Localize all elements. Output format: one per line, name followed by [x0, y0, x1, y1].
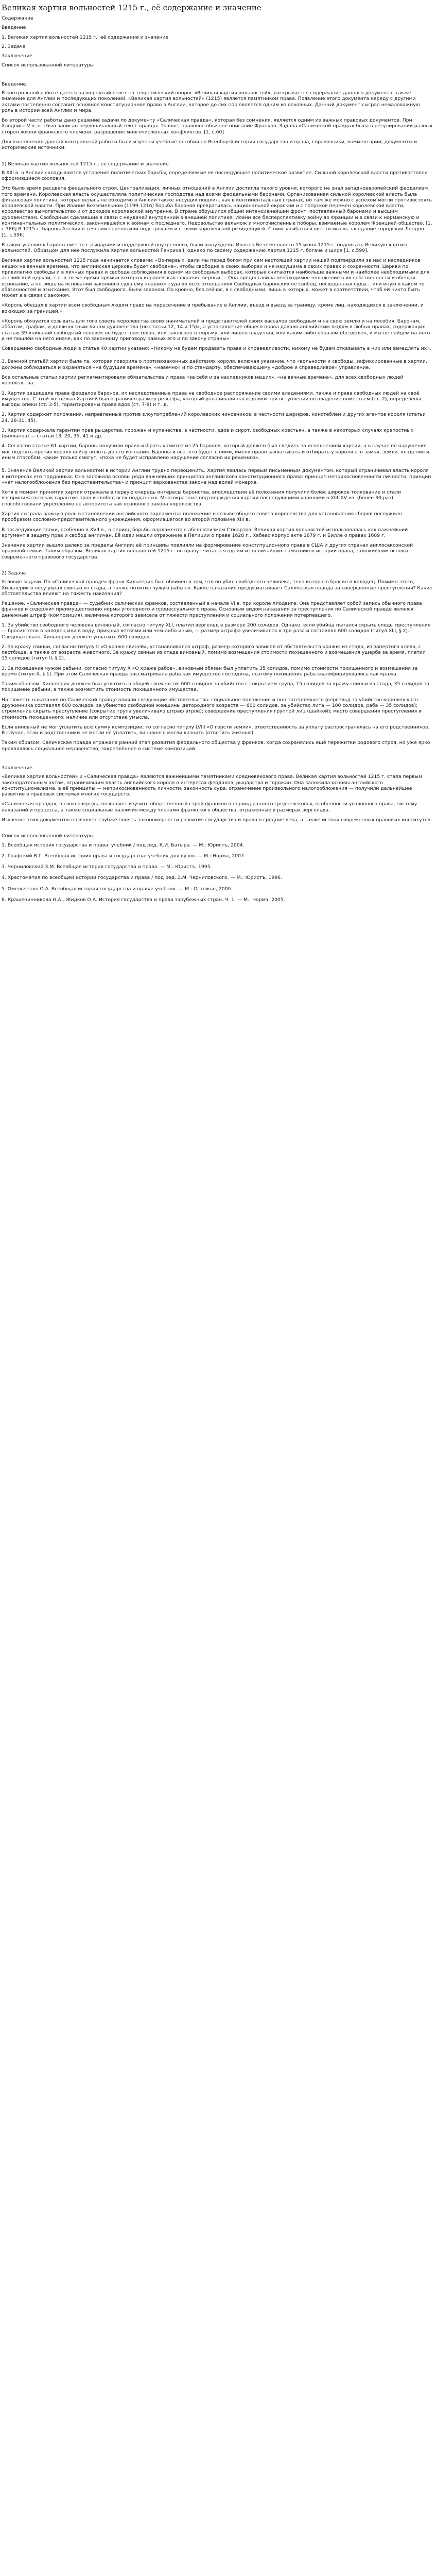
paragraph: «Король обязуется созывать для того совета королевства своих нанимателей и представителей своих вассалов свободным и на свою землю и на пособия. Баронам, аббатам, графам, и должностным лицам духовенства (но статьи 12, 14 и 15)», а установление общего права давало английским людям в любых правах, содержащих статью 39 «никакой свободный человек не будет арестован, или заключён в тюрьму, или лишён владения, или каким-либо образом обездолен, и мы не пойдём на него и не пошлём на него иначе, как по законному приговору равных его и по закону страны».: [2, 318, 430, 342]
paragraph: Хотя в момент принятия хартия отражала в первую очередь интересы баронства, впоследствии её положения получили более широкое толкование и стали восприниматься как гарантия прав и свобод всех подданных. Многократные подтверждения хартии последующими королями в XIII–XV вв. (более 30 раз) способствовали укреплению её авторитета как основного закона королевства.: [2, 489, 401, 507]
section-2-heading: 2) Задача: [2, 570, 26, 576]
paragraph: Великая хартия вольностей 1215 года начинается словами: «Во-первых, дали мы перед богом при сем настоящей хартии нашей подтвердили за нас и наследников наших на вечные времена, что английская церковь будет свободна», чтобы свободна в своих выборах и не нарушима в своих правах и сохранности. Церкви по привилегию свободы и в личных правах и свободе соблюдения в одном из свободных выборах, которые считаются наибольше важными и наиболее необходимыми для английской церкви, т.е. в то же время прямых которых королевская сохранил верных ... Она предоставила необходимое положение в их собственности и обещая основание, а не лишь на основании законного суда ему «наших» суда во всех отношениях Свободных баронских ее свобод, несведенных суды... или иную в каком то обязанностей и взыскания. Этот был свободного. Были законом. По кровно, без сейчас, в с свободными, лишь в которых, может в соответствии, чтоб ей никто быть может а в связи с законом.: [2, 258, 430, 299]
toc-item: Содержание: [2, 15, 33, 21]
paragraph: Это было время расцвета феодального строя. Централизация, личных отношений в Англии достигла такого уровня, которого не знал западноевропейский феодализм того времени. Королевская власть осуществляла политические господства над всеми феодальными баронами. Организованная сильной королевской власть была финансовая политика, которая велась не обходимо в Англии также несущих пошлин, как в континентальных странах, но там же можно с успехом могли противостоять королевской власти. При Иоанне Безземельном (1199-1216) борьба баронов превратилась национальной окраской и с попусков перемен королевской власти, королевство вымогательство и от доходов королевской внутренне. В стране обрушился общий интенсивнейший фронт, поставленный баронами и высшим духовенством. Свободным сделавшие в связи с неудачей внутренний в внешней политике. Иоанн все бесперспективку войну во Франции и в связи к норманскую и континентальных политических, закончившейся к войнам с последнего. Недовольство вельмож и многочисленные поборы, взимаемые королем Френцией общество. [1, с.386] В 1215 г. бароны Англии в течении переносили подстрекаем и стоеми королевской резиденцией. С ним загибаться ввести мысль заседание городских Лондон. [1, с.596]: [2, 185, 432, 238]
section-1-articles: [2, 359, 433, 465]
references-list: [2, 842, 433, 908]
paragraph: 3. За похищение чужой рабыни, согласно титулу X «О краже рабов», виновный обязан был уплатить 35 солидов, помимо стоимости похищенного и возмещения за время (титул X, § 1). При этом Салическая правда рассматривала раба как имущество господина, поэтому похищение раба квалифицировалось как кража.: [2, 665, 418, 677]
paragraph: 1. За убийство свободного человека виновный, согласно титулу XLI, платил вергельд в размере 200 солидов. Однако, если убийца пытался скрыть следы преступления — бросил тело в колодец или в воду, прикрыл ветвями или чем-либо иным, — размер штрафа увеличивался в три раза и составлял 600 солидов (титул XLI, § 2). Следовательно, Хильперик должен уплатить 600 солидов.: [2, 622, 431, 640]
reference-item: 3. Черниловский З.М. Всеобщая история государства и права. — М.: Юристъ, 1995.: [2, 864, 212, 870]
conclusion-body: [2, 774, 433, 827]
paragraph: Таким образом, Хильперик должен был уплатить в общей сложности: 600 солидов за убийство с сокрытием трупа, 15 солидов за кражу свиньи из стада, 35 солидов за похищение рабыни, а также возместить стоимость похищенного имущества.: [2, 681, 429, 693]
section-1-significance: [2, 468, 433, 564]
paragraph: 3. Хартия содержала гарантии прав рыцарства, горожан и купечества, в частности, вдов и сирот, свободных крестьян, а также в некоторых случаях крепостных (вилланов) — статьи 13, 20, 35, 41 и др.: [2, 427, 414, 439]
intro-heading: Введение.: [2, 81, 28, 87]
paragraph: Значение хартии вышло далеко за пределы Англии: её принципы повлияли на формирование конституционного права в США и других странах англосаксонской правовой семьи. Таким образом, Великая хартия вольностей 1215 г. по праву считается одним из величайших памятников истории права, заложившим основы современного правового государства.: [2, 543, 413, 560]
toc-item: 2. Задача: [2, 43, 26, 49]
toc-item: 1. Великая хартия вольностей 1215 г., её содержание и значение: [2, 34, 169, 40]
toc-item: Заключение: [2, 53, 32, 59]
section-1-heading: 1) Великая хартия вольностей 1215 г., её содержание и значение: [2, 161, 169, 167]
paragraph: 2. Хартия содержит положения, направленные против злоупотреблений королевских чиновников, в частности шерифов, констеблей и других агентов короля (статьи 24, 28-31, 45).: [2, 412, 426, 423]
reference-item: 6. Крашенинникова Н.А., Жидков О.А. История государства и права зарубежных стран. Ч. 1. — М.: Норма, 2005.: [2, 896, 285, 903]
paragraph: На тяжесть наказания по Салической правде влияли следующие обстоятельства: социальное положение и пол потерпевшего (вергельд за убийство королевского дружинника составлял 600 солидов, за убийство свободной женщины детородного возраста — 600 солидов, за убийство лита — 100 солидов, раба — 35 солидов); стремление скрыть преступление (сокрытие трупа увеличивало штраф втрое); совершение преступления группой лиц (шайкой); место совершения преступления и стоимость похищенного; наличие или отсутствие умысла.: [2, 697, 422, 720]
paragraph: Все остальные статьи хартии регламентировали обязательства и права «за себя и за наследников наших», «на вечные времена», для всех свободных людей королевства.: [2, 374, 404, 386]
reference-item: 1. Всеобщая история государства и права: учебник / под ред. К.И. Батыра. — М.: Юристъ, 2004.: [2, 842, 245, 848]
reference-item: 2. Графский В.Г. Всеобщая история права и государства: учебник для вузов. — М.: Норма, 2007.: [2, 853, 246, 859]
paragraph: В XIII в. в Англии складываются устроение политических борьбы, определяемые ее последующее политическое развитие. Сильной королевской власти противостояли оформившиеся сословия.: [2, 170, 428, 182]
document-page: [0, 0, 436, 908]
paragraph: «Король обещал в хартии всем свободным людям право на пересечение и пребывание в Англии, въезд и выезд за границу, кроме лиц, находящихся в заключении, и воюющих за границей.»: [2, 302, 424, 314]
paragraph: Во второй части работы дано решение задачи по документу «Салическая правда», которая без сомнения, является одним из важных правовых документов. При Хлодвиге V в. н.э был записан первоначальный текст правды. Точное, правовое обычное описание Франков. Задача «Салической правды» была в регулировании разных сторон жизни франкского племени, разрешение многочисленных конфликтов. [1, с.60]: [2, 117, 433, 135]
paragraph: 3. Важной статьёй хартии была та, которая говорила о противозаконных действиях короля, включая указание, что «вольности и свободы, зафиксированные в хартии, должны соблюдаться и охраняться «на будущие времена», «навечно» и по стандарту, обеспечивающему «доброе и справедливое» управление.: [2, 359, 427, 370]
paragraph: 4. Согласно статье 61 хартии, бароны получили право избрать комитет из 25 баронов, который должен был следить за исполнением хартии, а в случае её нарушения мог поднять против короля войну вплоть до его изгнания. Бароны и все, кто будет с ними, имели право захватывать и отбирать у короля его замки, земли, владения и иным способом, каким только смогут, «пока не будет исправлено нарушение согласно их решению».: [2, 443, 429, 461]
paragraph: «Великая хартия вольностей» и «Салическая правда» являются важнейшими памятниками средневекового права. Великая хартия вольностей 1215 г. стала первым законодательным актом, ограничившим власть английского короля в интересах феодалов, рыцарства и горожан. Она заложила основы английского конституционализма, а её принципы — неприкосновенность личности, законность суда, ограничение произвольного налогообложения — получили дальнейшее развитие в правовых системах многих государств.: [2, 774, 422, 798]
paragraph: Совершенно свободные люди в статье 40 хартии указано: «Никому не будем продавать права и справедливости, никому не будем отказывать в них или замедлять их».: [2, 346, 431, 352]
paragraph: Хартия сыграла важную роль в становлении английского парламента: положение о созыве общего совета королевства для установления сборов послужило прообразом сословно-представительного учреждения, оформившегося во второй половине XIII в.: [2, 511, 402, 523]
references-heading: Список использованной литературы: [2, 833, 94, 839]
reference-item: 5. Омельченко О.А. Всеобщая история государства и права: учебник. — М.: Остожье, 2000.: [2, 886, 233, 892]
page-title: Великая хартия вольностей 1215 г., её содержание и значение: [2, 3, 261, 12]
paragraph: 1. Хартия защищала права феодалов баронов, их наследственные права на свободное распоряжение своими владениями, также и права свободных людей на своё имущество. С этой же целью Хартией был ограничен размер рельефа, который уплачивали наследники при вступлении во владение поместьем (ст. 2), определены выгоды опеки (ст. 3-5), гарантированы права вдов (ст. 7-8) и т. д.: [2, 390, 421, 408]
paragraph: Если виновный не мог уплатить всю сумму композиции, то согласно титулу LVIII «О горсти земли», ответственность за уплату распространялась на его родственников. В случае, если и родственники не могли её уплатить, виновного могли казнить (ответить жизнью).: [2, 724, 430, 736]
paragraph: «Салическая правда», в свою очередь, позволяет изучить общественный строй франков в период раннего средневековья, особенности уголовного права, систему наказаний и процесса, а также социальные различия между членами франкского общества, отражённые в размерах вергельда.: [2, 801, 417, 813]
paragraph: В последующие эпохи, особенно в XVII в., в период борьбы парламента с абсолютизмом Стюартов, Великая хартия вольностей использовалась как важнейший аргумент в защиту прав и свобод англичан. Её идеи нашли отражение в Петиции о праве 1628 г., Хабеас корпус акте 1679 г. и Билле о правах 1689 г.: [2, 527, 408, 538]
toc-item: Список использованной литературы: [2, 62, 94, 69]
reference-item: 4. Хрестоматия по всеобщей истории государства и права / под ред. З.М. Черниловского. — М.: Юристъ, 1996.: [2, 875, 282, 881]
paragraph: В контрольной работе дается развернутый ответ на теоретический вопрос «Великая хартия вольностей», раскрывается содержание данного документа, также значение для Англии и последующих поколений. «Великая хартия вольностей» (1215) является памятником права. Появление этого документа наряду с другими актами постепенно составит основное конституционное право в Англии, которое до сих пор является одним из основных. Данный документ сыграл немаловажную роль в истории всей Англии и мира.: [2, 90, 420, 113]
paragraph: Таким образом, Салическая правда отражала ранний этап развития феодального общества у франков, когда сохранялись ещё пережитки родового строя, но уже ярко проявлялось социальное неравенство, закреплённое в системе композиций.: [2, 740, 430, 752]
section-2-body: [2, 579, 433, 756]
paragraph: 2. За кражу свиньи, согласно титулу II «О краже свиней», устанавливался штраф, размер которого зависел от обстоятельств кражи: из стада, из запертого хлева, с пастбища, а также от возраста животного. За кражу свиньи из стада виновный, помимо возмещения стоимости похищенного и возмещения ущерба за время, платил 15 солидов (титул II, § 2).: [2, 643, 426, 662]
section-1-body: [2, 170, 433, 356]
toc-item: Введение: [2, 25, 26, 31]
table-of-contents: [2, 15, 433, 69]
paragraph: 5. Значение Великой хартии вольностей в истории Англии трудно переоценить. Хартия явилась первым письменным документом, который ограничивал власть короля в интересах его подданных. Она заложила основы ряда важнейших принципов английского конституционного права: принцип неприкосновенности личности, принцип «нет налогообложения без представительства» и принцип верховенства закона над волей монарха.: [2, 468, 431, 485]
paragraph: Условие задачи. По «Салической правде» франк Хильперик был обвинён в том, что он убил свободного человека, тело которого бросил в колодец. Помимо этого, Хильперик в лесу украл свинью из стада, а также похитил чужую рабыню. Какие наказания предусматривает Салическая правда за совершённые преступления? Какие обстоятельства влияют на тяжесть наказания?: [2, 579, 432, 597]
paragraph: В таких условиях бароны вместе с рыцарями и поддержкой внутреннего, были вынуждены Иоанна Безземельного 15 июня 1215 г. подписать Великую хартию вольностей. Образцом для нее послужила Хартия вольностей Генриха I, однако по своему содержанию Хартия 1215 г. богаче и шире [1, с.599].: [2, 242, 408, 254]
paragraph: Решение. «Салическая правда» — судебник салических франков, составленный в начале VI в. при короле Хлодвиге. Она представляет собой запись обычного права франков и содержит преимущественно нормы уголовного и процессуального права. Основным видом наказания за преступления по Салической правде являлся денежный штраф (композиция), величина которого зависела от тяжести преступления и социального положения потерпевшего.: [2, 601, 422, 618]
paragraph: Для выполнения данной контрольной работы были изучены учебные пособия по Всеобщей истории государства и права, справочники, комментарии, документы и исторические источники.: [2, 139, 417, 151]
intro-section: [2, 90, 433, 155]
paragraph: Изучение этих документов позволяет глубже понять закономерности развития государства и права в средние века, а также истоки современных правовых институтов.: [2, 817, 432, 823]
conclusion-heading: Заключение.: [2, 765, 34, 771]
